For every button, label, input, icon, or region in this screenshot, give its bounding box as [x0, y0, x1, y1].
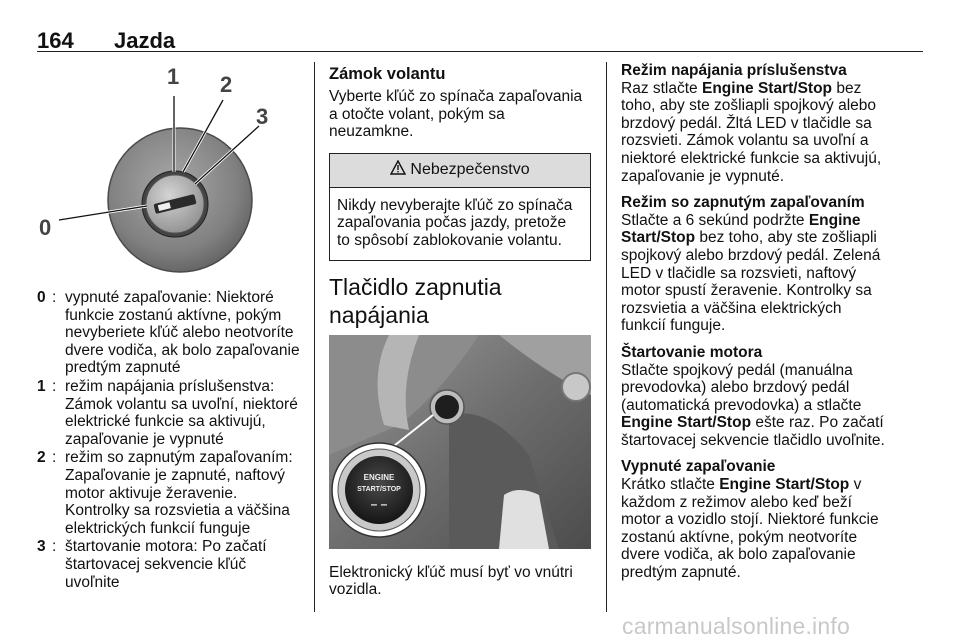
position-label-3: 3 [256, 104, 269, 129]
legend-item: 2 : režim so zapnutým zapaľovaním: Zapaľovanie je zapnuté, naftový motor aktivuje žeravenie. Kontrolky sa rozsvietia a väčšina elektrických funkcií funguje [37, 449, 293, 537]
position-label-0: 0 [39, 215, 52, 240]
legend-item: 3 : štartovanie motora: Po začatí štartovacej sekvencie kľúč uvoľnite [37, 538, 267, 591]
column-divider [606, 62, 607, 612]
section-text: Stlačte spojkový pedál (manuálna prevodovka) alebo brzdový pedál (automatická prevodovka) a stlačte Engine Start/Stop ešte raz. Po začatí štartovacej sekvencie tlačidlo uvoľnite. [621, 361, 885, 449]
page-header [37, 26, 923, 52]
warning-header [330, 154, 590, 188]
position-label-1: 1 [167, 64, 180, 89]
steering-lock-heading: Zámok volantu [329, 65, 446, 83]
section-title: Režim napájania príslušenstva [621, 62, 847, 79]
legend-key: 3 [37, 538, 46, 556]
legend-key: 0 [37, 289, 46, 306]
button-leds: – – [370, 496, 388, 511]
ignition-switch-illustration [37, 62, 299, 276]
section-text: Krátko stlačte Engine Start/Stop v každom z režimov alebo keď beží motor a vozidlo stojí. Niektoré funkcie zostanú aktívne, pokým neotvoríte dvere vodiča, ak bolo zapaľovanie predtým zapnuté. [621, 476, 879, 582]
warning-box [329, 153, 591, 261]
legend-key: 1 [37, 377, 46, 395]
button-label-start-stop: START/STOP [357, 485, 401, 493]
column-divider [314, 62, 315, 612]
ignition-positions-legend [37, 289, 302, 592]
section-ignition-on-mode [621, 194, 887, 335]
legend-text: režim napájania príslušenstva: Zámok volantu sa uvoľní, niektoré elektrické funkcie sa aktivujú, zapaľovanie je vypnuté [65, 377, 298, 448]
ignition-switch-figure [37, 62, 299, 276]
legend-text: štartovanie motora: Po začatí štartovacej sekvencie kľúč uvoľnite [65, 538, 267, 591]
section-accessory-mode [621, 62, 887, 185]
section-engine-start [621, 344, 887, 450]
button-label-engine: ENGINE [363, 472, 395, 482]
section-title: Vypnuté zapaľovanie [621, 458, 776, 476]
watermark: carmanualsonline.info [622, 613, 850, 639]
legend-text: režim so zapnutým zapaľovaním: Zapaľovanie je zapnuté, naftový motor aktivuje žeravenie. Kontrolky sa rozsvietia a väčšina elektrických funkcií funguje [65, 449, 293, 537]
dashboard-photo-illustration [329, 335, 591, 549]
start-stop-button-photo [329, 335, 591, 549]
legend-item: 1 : režim napájania príslušenstva: Zámok volantu sa uvoľní, niektoré elektrické funkcie sa aktivujú, zapaľovanie je vypnuté [37, 377, 298, 448]
middle-column [329, 62, 591, 599]
position-label-2: 2 [220, 72, 233, 97]
legend-key: 2 [37, 449, 46, 467]
section-text: Raz stlačte Engine Start/Stop bez toho, aby ste zošliapli spojkový alebo brzdový pedál. Žltá LED v tlačidle sa rozsvieti. Zámok volantu sa uvoľní a niektoré elektrické funkcie sa aktivujú, zapaľovanie je vypnuté. [621, 79, 882, 185]
warning-text: Nikdy nevyberajte kľúč zo spínača zapaľovania počas jazdy, pretože to spôsobí zablokovanie volantu. [337, 196, 573, 249]
page-number: 164 [37, 28, 74, 53]
section-text: Stlačte a 6 sekúnd podržte Engine Start/Stop bez toho, aby ste zošliapli spojkový alebo brzdový pedál. Zelená LED v tlačidle sa rozsvieti, naftový motor spustí žeravenie. Kontrolky sa rozsvietia a väčšina elektrických funkcií funguje. [621, 211, 881, 335]
section-ignition-off [621, 458, 887, 581]
photo-caption: Elektronický kľúč musí byť vo vnútri vozidla. [329, 563, 573, 599]
steering-lock-text: Vyberte kľúč zo spínača zapaľovania a otočte volant, pokým sa neuzamkne. [329, 88, 583, 141]
right-column [621, 62, 887, 591]
section-title: Režim so zapnutým zapaľovaním [621, 194, 865, 212]
chapter-title: Jazda [114, 28, 176, 53]
legend-item: 0 : vypnuté zapaľovanie: Niektoré funkcie zostanú aktívne, pokým nevyberiete kľúč alebo neotvoríte dvere vodiča, ak bolo zapaľovanie predtým zapnuté [37, 289, 300, 377]
warning-title: Nebezpečenstvo [410, 161, 530, 179]
warning-triangle-icon [390, 160, 406, 180]
power-button-heading: Tlačidlo zapnutia napájania [329, 273, 502, 328]
section-title: Štartovanie motora [621, 343, 763, 361]
legend-text: vypnuté zapaľovanie: Niektoré funkcie zostanú aktívne, pokým nevyberiete kľúč alebo neotvoríte dvere vodiča, ak bolo zapaľovanie predtým zapnuté [65, 289, 300, 377]
